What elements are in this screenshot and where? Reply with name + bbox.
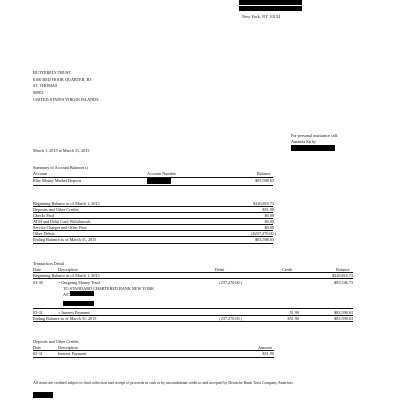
transactions-header-row [0,267,400,272]
dep-date: 03-31 [33,351,43,356]
balance-label: ATM and Debit Card Withdrawals [33,219,91,224]
recipient-line: 00802 [33,90,44,96]
redacted-footer-code [33,392,53,398]
recipient-line: UNITED STATES VIRGIN ISLANDS [33,96,99,102]
tx-debit: (237,270.00 ) [219,279,242,285]
bank-city-line: New York, NY 10154 [242,14,281,19]
tx-ending-balance: $83,598.63 [334,315,353,321]
summary-header-number: Account Number [147,171,176,176]
balance-value: $51.90 [262,207,274,212]
balance-value: ($237,270.00 ) [251,231,276,236]
summary-account-name: Elite Money Market Deposit [33,178,82,183]
recipient-line: ST. THOMAS [33,83,58,89]
tx-description: + Outgoing Money Trnsf [58,279,101,285]
tx-header-debit: Debit [215,267,225,272]
balance-label: Checks Paid [33,213,54,218]
assistance-label: For personal assistance call: [291,133,339,138]
balance-row-ending [0,237,400,242]
tx-beginning-label: Beginning Balance as of March 1, 2015 [33,273,100,278]
redacted-bank-address [239,6,302,11]
tx-detail-line: TO STANDARD CHARTERED BANK NEW YORK [63,285,155,291]
footer-note: All items are credited subject to final collection and receipt of proceeds in cash or by unconditional credit to and accepted by Deutsche Bank Trust Company Americas. [33,381,294,385]
recipient-line: 6100 RED HOOK QUARTER, B3 [33,76,92,82]
deposits-header-row [0,345,400,350]
balance-ending-rule [33,243,273,244]
recipient-address [33,70,99,104]
dep-row-rule [33,357,274,358]
balance-value: $0.00 [264,213,274,218]
tx-header-credit: Credit [282,267,293,272]
tx-row [0,280,400,285]
tx-balance: $83,546.73 [334,279,353,285]
tx-header-description: Description [58,267,78,272]
summary-account-balance: $83,598.63 [255,178,274,183]
tx-detail-line: A/C [63,291,70,297]
balance-row [0,231,400,236]
tx-beginning-balance: $320,816.73 [332,273,353,278]
deposits-title: Deposits and Other Credits [33,339,79,344]
summary-header-row [0,171,400,176]
assistance-contact: Amanda Kirby [291,139,317,144]
redacted-phone [291,145,335,151]
tx-header-balance: Balance [336,267,350,272]
redacted-beneficiary-account [70,291,94,296]
tx-balance: $83,598.63 [334,309,353,315]
balance-label: Ending Balance as of March 31, 2015 [33,237,97,242]
tx-date: 03-31 [33,309,43,315]
tx-description: + Interest Payment [58,309,90,315]
tx-credit: 51.90 [289,309,299,315]
balance-label: Other Debits [33,231,55,236]
balance-row [0,201,400,206]
summary-title: Summary of Account Balance(s) [33,165,88,170]
balance-row [0,225,400,230]
tx-ending-row [0,316,400,321]
balance-value: $0.00 [264,219,274,224]
statement-period: March 1, 2015 to March 31, 2015 [33,148,90,153]
tx-date: 03-30 [33,279,43,285]
balance-row [0,213,400,218]
recipient-line: BUTTERFLY TRUST [33,70,71,75]
tx-ending-debit: (237,270.00 ) [219,315,242,321]
dep-description: Interest Payment [58,351,87,356]
redacted-account-number [147,178,171,184]
summary-header-balance: Balance [257,171,271,176]
tx-header-date: Date [33,267,41,272]
dep-amount: $51.90 [262,351,274,356]
balance-label: Beginning Balance as of March 1, 2015 [33,201,100,206]
balance-row [0,207,400,212]
dep-row [0,351,400,356]
balance-label: Service Charges and Other Fees [33,225,87,230]
balance-value: $320,816.73 [253,201,274,206]
tx-beginning-row [0,273,400,278]
balance-label: Deposits and Other Credits [33,207,79,212]
balance-value: $0.00 [264,225,274,230]
redacted-bank-name [239,0,302,5]
tx-ending-rule [33,321,353,322]
redacted-beneficiary-name [63,301,94,306]
balance-value: $83,598.63 [255,237,274,242]
tx-ending-label: Ending Balance as of March 31, 2015 [33,315,97,321]
summary-bottom-rule [33,185,273,186]
dep-header-amount: Amount [258,345,272,350]
summary-header-account: Account [33,171,48,176]
summary-account-row [0,178,400,183]
balance-row [0,219,400,224]
dep-header-description: Description [58,345,78,350]
tx-ending-credit: $51.90 [287,315,299,321]
transactions-title: Transaction Detail [33,261,64,266]
dep-header-date: Date [33,345,41,350]
